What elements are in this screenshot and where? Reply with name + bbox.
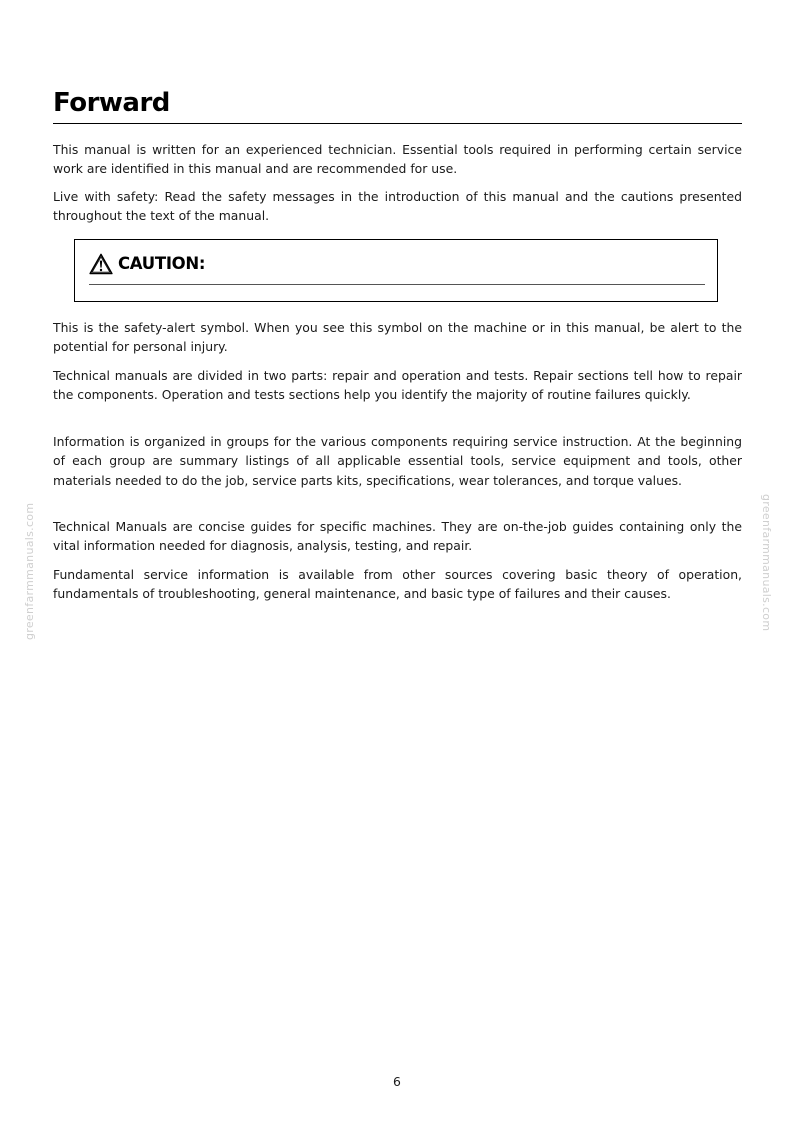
caution-box	[74, 239, 718, 302]
safety-alert-paragraph: This is the safety-alert symbol. When you see this symbol on the machine or in this manual, be alert to the potential for personal injury.	[53, 320, 742, 355]
fundamental-info-paragraph: Fundamental service information is available from other sources covering basic theory of operation, fundamentals of troubleshooting, general maintenance, and basic type of failures and their causes.	[53, 567, 742, 602]
page-title: Forward	[53, 88, 170, 118]
warning-triangle-icon	[89, 253, 113, 275]
caution-divider	[89, 284, 705, 285]
technical-manuals-parts-paragraph: Technical manuals are divided in two parts: repair and operation and tests. Repair sections tell how to repair the components. Operation and tests sections help you identify the majority of routine failures quickly.	[53, 368, 742, 403]
page-number: 6	[393, 1074, 401, 1089]
safety-paragraph: Live with safety: Read the safety messages in the introduction of this manual and the cautions presented throughout the text of the manual.	[53, 189, 742, 224]
title-divider	[53, 123, 742, 124]
intro-paragraph: This manual is written for an experienced technician. Essential tools required in performing certain service work are identified in this manual and are recommended for use.	[53, 142, 742, 177]
information-organization-paragraph: Information is organized in groups for the various components requiring service instruction. At the beginning of each group are summary listings of all applicable essential tools, service equipment and tools, other materials needed to do the job, service parts kits, specifications, wear tolerances, and torque values.	[53, 434, 742, 488]
caution-header	[89, 252, 205, 276]
caution-label: CAUTION:	[118, 254, 206, 273]
concise-guides-paragraph: Technical Manuals are concise guides for specific machines. They are on-the-job guides containing only the vital information needed for diagnosis, analysis, testing, and repair.	[53, 519, 742, 554]
